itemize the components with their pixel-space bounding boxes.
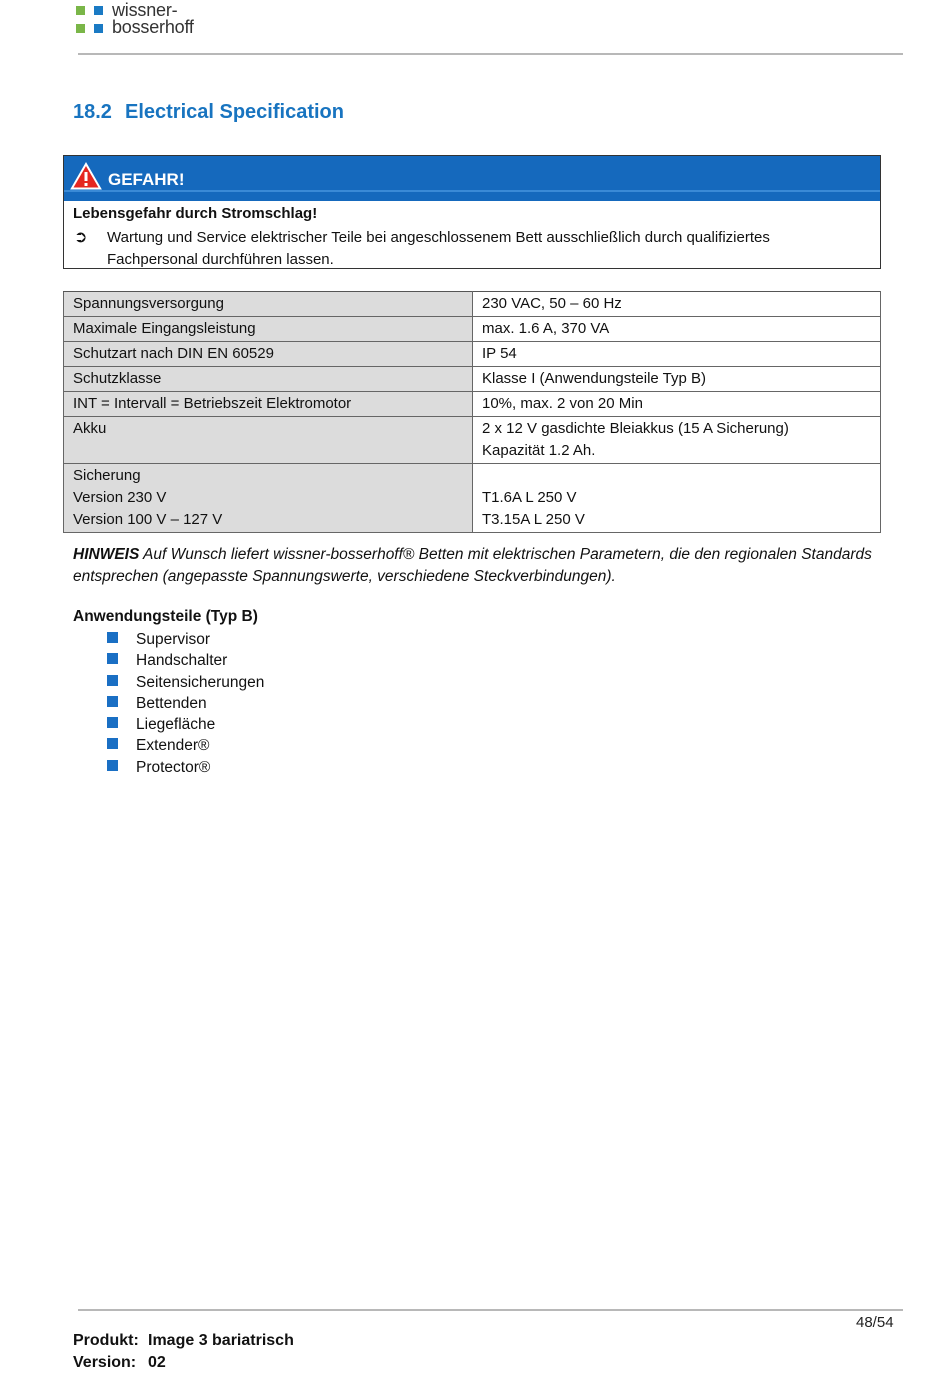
spec-row	[64, 367, 881, 392]
spec-value: Klasse I (Anwendungsteile Typ B)	[482, 370, 707, 387]
list-item	[107, 672, 264, 693]
product-label: Produkt:	[73, 1332, 139, 1349]
warning-triangle-icon	[70, 161, 102, 191]
list-item-label: Supervisor	[136, 631, 211, 648]
list-item	[107, 735, 264, 756]
applied-parts-list	[107, 629, 264, 778]
square-bullet-icon	[107, 760, 118, 771]
danger-subtitle: Lebensgefahr durch Stromschlag!	[73, 205, 318, 222]
spec-value: Kapazität 1.2 Ah.	[482, 442, 596, 459]
spec-label: Version 100 V – 127 V	[73, 511, 223, 528]
spec-value	[482, 465, 871, 487]
square-bullet-icon	[107, 653, 118, 664]
spec-label: Spannungsversorgung	[73, 295, 224, 312]
spec-label: Schutzklasse	[73, 370, 162, 387]
spec-label: INT = Intervall = Betriebszeit Elektromotor	[73, 395, 352, 412]
square-bullet-icon	[107, 675, 118, 686]
spec-label-cell	[64, 392, 473, 417]
logo-square-blue	[94, 6, 103, 15]
list-item	[107, 757, 264, 778]
spec-label-cell	[64, 342, 473, 367]
section-number: 18.2	[73, 101, 112, 123]
spec-value: max. 1.6 A, 370 VA	[482, 320, 610, 337]
arrow-right-icon: ➲	[74, 229, 88, 246]
square-bullet-icon	[107, 632, 118, 643]
logo-text-line1: wissner-	[112, 0, 178, 20]
spec-label-cell	[64, 317, 473, 342]
spec-label-cell	[64, 417, 473, 464]
list-item	[107, 693, 264, 714]
logo-square-blue	[94, 24, 103, 33]
spec-value-cell	[473, 292, 881, 317]
square-bullet-icon	[107, 738, 118, 749]
list-item-label: Bettenden	[136, 694, 207, 712]
spec-value-cell	[473, 342, 881, 367]
list-item-label: Seitensicherungen	[136, 673, 265, 691]
list-item	[107, 714, 264, 735]
version-label: Version:	[73, 1354, 137, 1371]
spec-value: T1.6A L 250 V	[482, 489, 577, 506]
spec-value: 2 x 12 V gasdichte Bleiakkus (15 A Sicherung)	[482, 420, 789, 437]
spec-label: Akku	[73, 420, 107, 437]
list-item-label: Protector®	[136, 758, 211, 776]
logo-square-green	[76, 24, 85, 33]
square-bullet-icon	[107, 696, 118, 707]
danger-instruction: Wartung und Service elektrischer Teile bei angeschlossenem Bett ausschließlich durch qualifiziertes Fachpersonal durchführen lassen.	[107, 229, 770, 268]
spec-value: IP 54	[482, 345, 517, 362]
spec-row	[64, 464, 881, 533]
danger-warning-box	[63, 155, 881, 269]
page-number: 48/54	[856, 1314, 894, 1331]
danger-header-stripe	[64, 190, 880, 192]
list-item-label: Extender®	[136, 737, 210, 755]
spec-label: Maximale Eingangsleistung	[73, 320, 256, 337]
spec-label-cell	[64, 464, 473, 533]
list-item	[107, 629, 264, 650]
spec-row	[64, 317, 881, 342]
spec-value-cell	[473, 317, 881, 342]
list-item-label: Liegefläche	[136, 716, 216, 734]
version-value: 02	[148, 1354, 166, 1371]
hint-label: HINWEIS	[73, 546, 140, 563]
spec-label: Sicherung	[73, 467, 141, 484]
spec-row	[64, 392, 881, 417]
square-bullet-icon	[107, 717, 118, 728]
version-line	[73, 1354, 166, 1372]
spec-value: 10%, max. 2 von 20 Min	[482, 395, 643, 412]
applied-parts-title: Anwendungsteile (Typ B)	[73, 608, 258, 625]
electrical-spec-table	[63, 291, 881, 533]
danger-title: GEFAHR!	[108, 170, 185, 189]
spec-value: T3.15A L 250 V	[482, 511, 585, 528]
spec-value-cell	[473, 392, 881, 417]
spec-label: Version 230 V	[73, 489, 167, 506]
spec-row	[64, 417, 881, 464]
header-divider	[78, 53, 903, 55]
spec-label: Schutzart nach DIN EN 60529	[73, 345, 274, 362]
section-heading	[73, 101, 344, 124]
spec-row	[64, 342, 881, 367]
spec-value-cell	[473, 417, 881, 464]
footer-divider	[78, 1309, 903, 1311]
list-item-label: Handschalter	[136, 652, 228, 670]
danger-header	[64, 156, 880, 201]
hint-note	[73, 544, 883, 588]
company-logo	[76, 2, 276, 38]
spec-row	[64, 292, 881, 317]
product-line	[73, 1332, 294, 1350]
spec-label-cell	[64, 292, 473, 317]
logo-text-line2: bosserhoff	[112, 17, 194, 37]
product-value: Image 3 bariatrisch	[148, 1332, 294, 1349]
hint-text: Auf Wunsch liefert wissner-bosserhoff® Betten mit elektrischen Parametern, die den regionalen Standards entsprechen (angepasste Spannungswerte, verschiedene Steckverbindungen).	[73, 546, 872, 585]
spec-value: 230 VAC, 50 – 60 Hz	[482, 295, 622, 312]
spec-value-cell	[473, 464, 881, 533]
logo-square-green	[76, 6, 85, 15]
spec-value-cell	[473, 367, 881, 392]
section-title: Electrical Specification	[125, 101, 344, 123]
spec-label-cell	[64, 367, 473, 392]
list-item	[107, 650, 264, 671]
